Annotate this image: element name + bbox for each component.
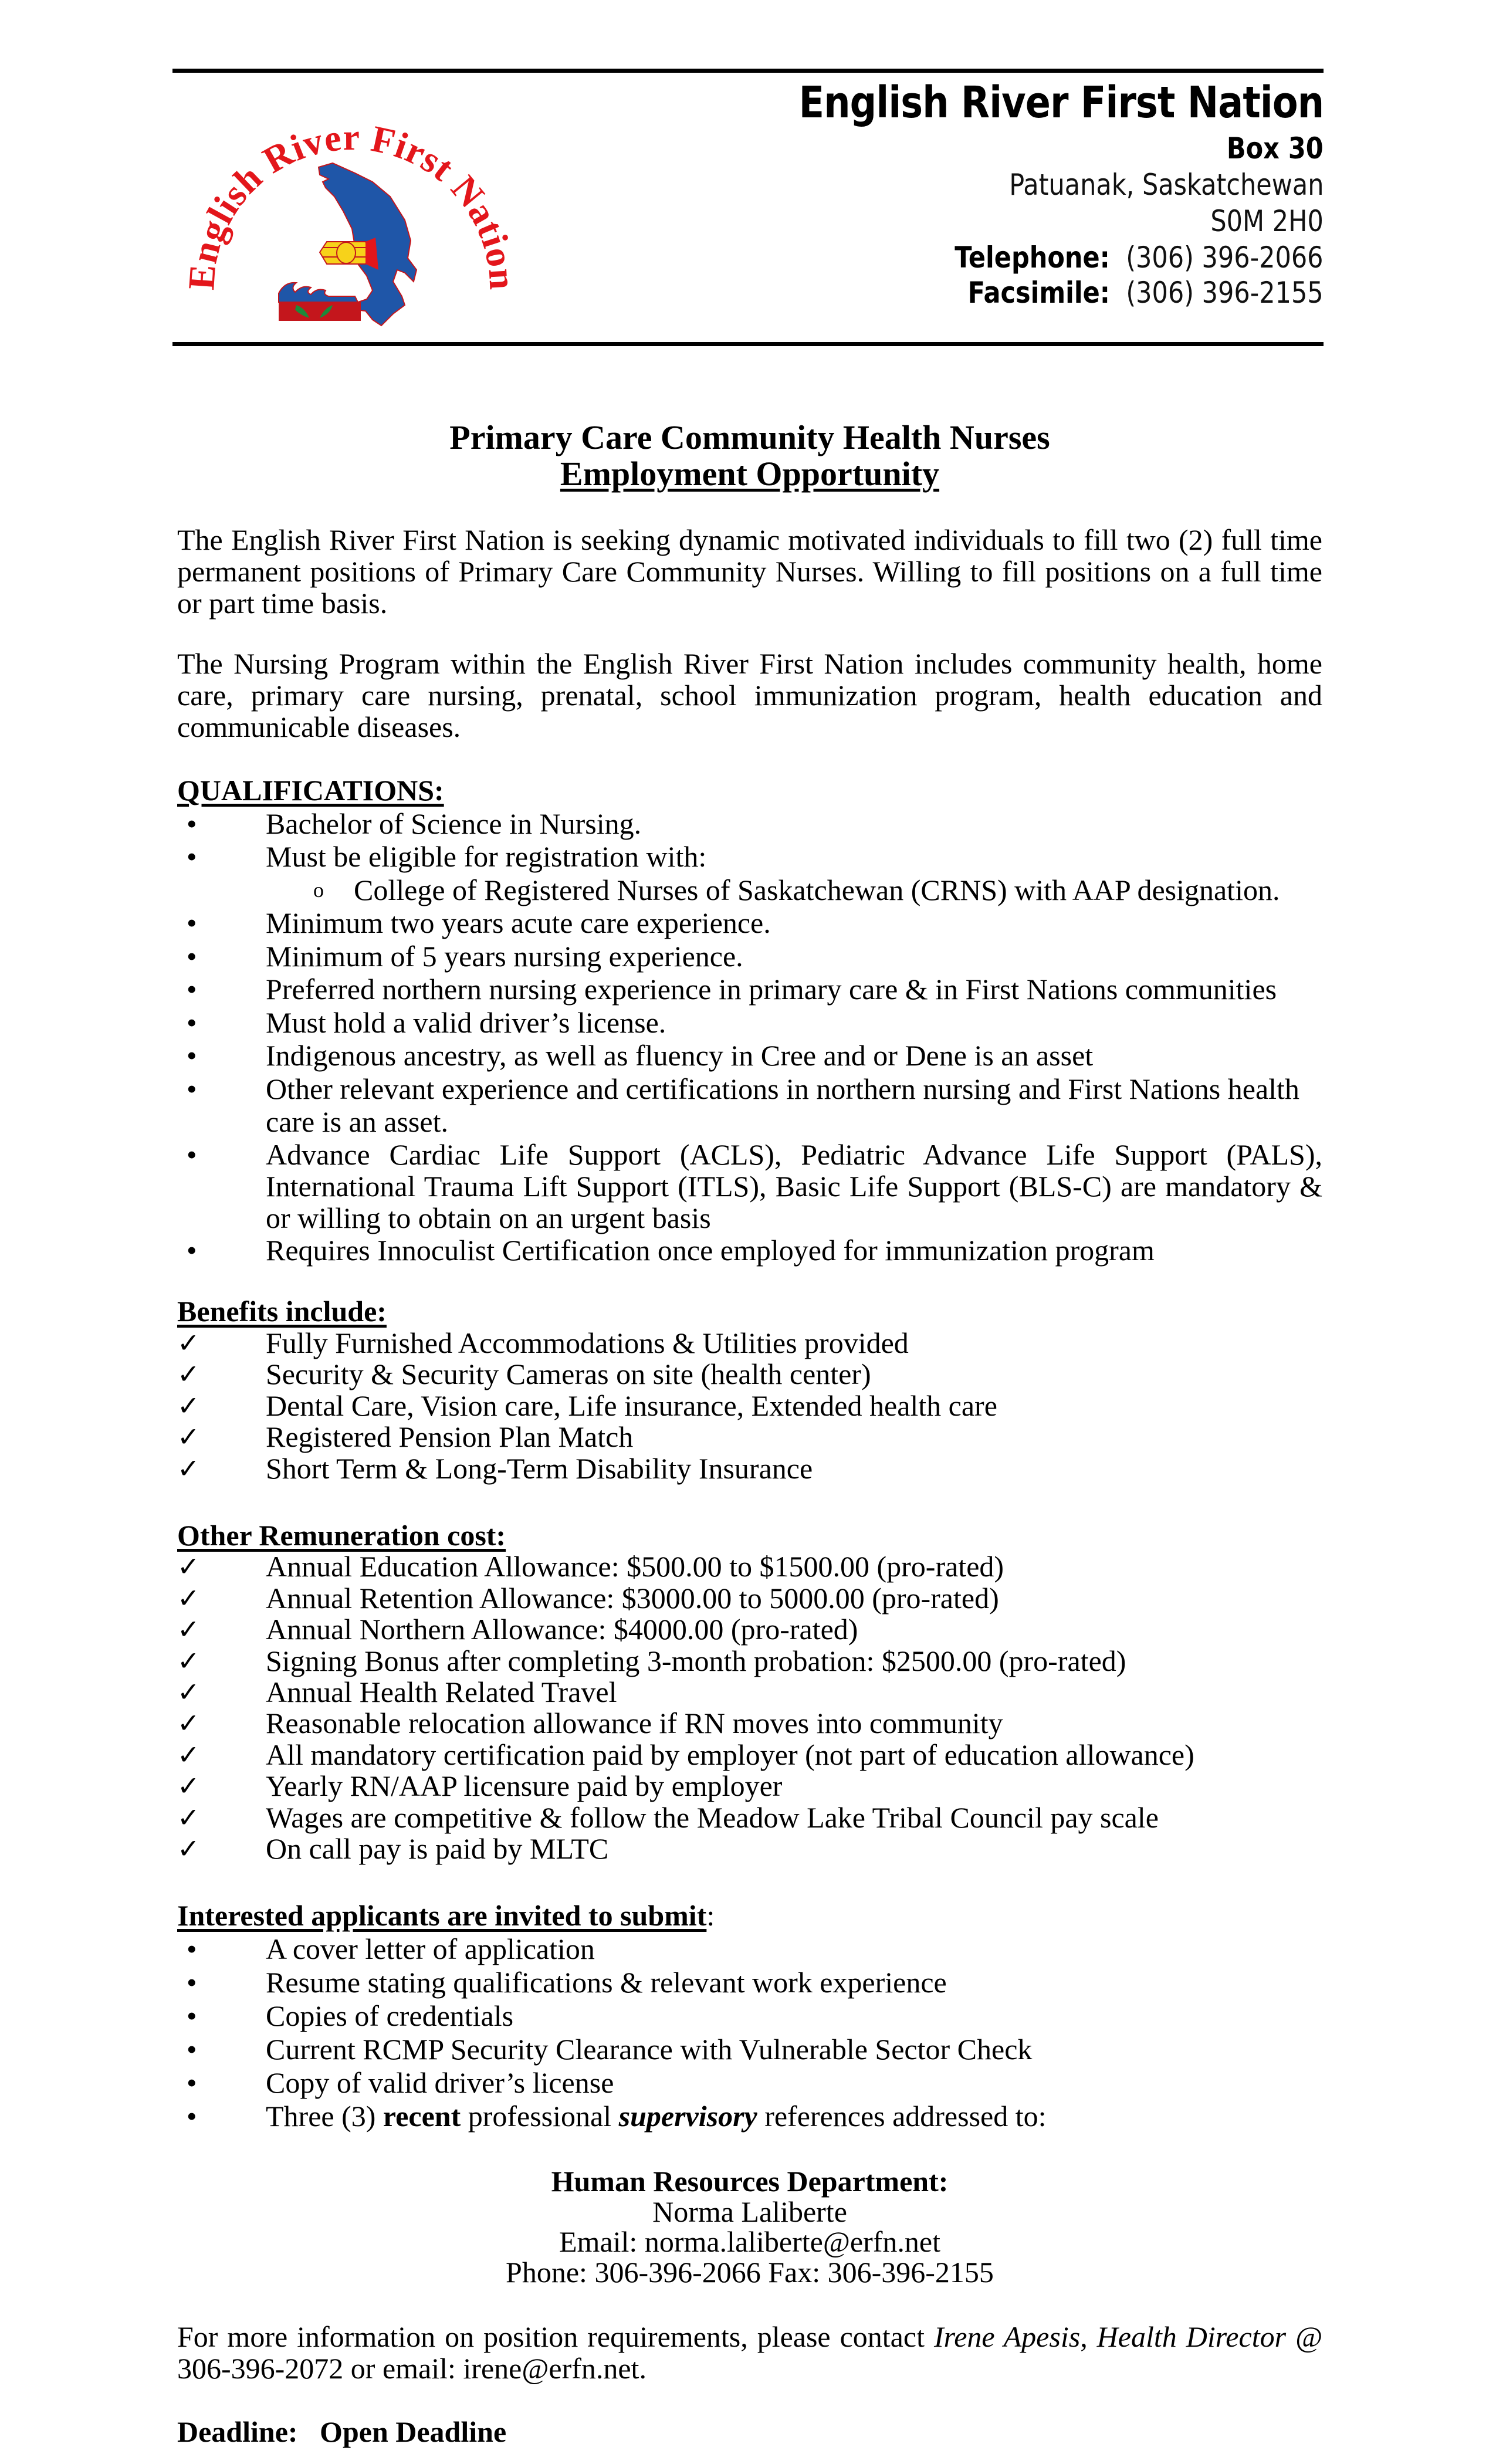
check-icon: ✓ bbox=[177, 1390, 200, 1421]
bullet-icon: • bbox=[187, 1966, 197, 1999]
org-box: Box 30 bbox=[1227, 131, 1324, 165]
check-icon: ✓ bbox=[177, 1739, 200, 1770]
telephone-label: Telephone: bbox=[955, 241, 1111, 275]
logo-arc-text: English River First Nation bbox=[180, 116, 524, 292]
remuneration-item: ✓ Reasonable relocation allowance if RN moves into community bbox=[177, 1707, 1003, 1740]
submission-item: • Three (3) recent professional supervisory references addressed to: bbox=[187, 2100, 1047, 2133]
submission-item: • A cover letter of application bbox=[187, 1932, 595, 1965]
bullet-icon: • bbox=[187, 2066, 197, 2099]
deadline-label: Deadline: bbox=[177, 2415, 298, 2448]
remuneration-item: ✓ Signing Bonus after completing 3-month probation: $2500.00 (pro-rated) bbox=[177, 1644, 1126, 1677]
org-city: Patuanak, Saskatchewan bbox=[1008, 168, 1324, 202]
check-icon: ✓ bbox=[177, 1834, 200, 1864]
intro-paragraph-2: The Nursing Program within the English River First Nation includes community health, home care, primary care nursing, prenatal, school immunization program, health education and communicable diseases. bbox=[177, 647, 1322, 743]
org-name: English River First Nation bbox=[798, 77, 1324, 128]
remuneration-item: ✓ Wages are competitive & follow the Meadow Lake Tribal Council pay scale bbox=[177, 1800, 1159, 1834]
intro-paragraph-1: The English River First Nation is seeking dynamic motivated individuals to fill two (2) full time permanent positions of Primary Care Community Nurses. Willing to fill positions on a full time or part time basis. bbox=[177, 523, 1322, 620]
sub-bullet-icon: o bbox=[313, 878, 324, 902]
bullet-icon: • bbox=[187, 2033, 197, 2066]
bullet-icon: • bbox=[187, 1006, 197, 1039]
facsimile-label: Facsimile: bbox=[967, 276, 1111, 310]
hr-contact bbox=[177, 2167, 1322, 2287]
header-bottom-rule bbox=[172, 342, 1324, 346]
check-icon: ✓ bbox=[177, 1615, 200, 1645]
qualification-item: • Indigenous ancestry, as well as fluency in Cree and or Dene is an asset bbox=[187, 1039, 1094, 1072]
submission-item: • Current RCMP Security Clearance with Vulnerable Sector Check bbox=[187, 2033, 1033, 2066]
remuneration-section bbox=[177, 1520, 1322, 1864]
bullet-icon: • bbox=[187, 1039, 197, 1072]
remuneration-item: ✓ All mandatory certification paid by employer (not part of education allowance) bbox=[177, 1738, 1194, 1771]
benefit-item: ✓ Short Term & Long-Term Disability Insurance bbox=[177, 1451, 813, 1485]
remuneration-item: ✓ On call pay is paid by MLTC bbox=[177, 1832, 609, 1866]
bullet-icon: • bbox=[187, 1138, 197, 1171]
bullet-icon: • bbox=[187, 840, 197, 873]
logo-sun-emblem bbox=[320, 238, 378, 270]
check-icon: ✓ bbox=[177, 1646, 200, 1676]
deadline bbox=[177, 2416, 1322, 2448]
qualification-item: • Other relevant experience and certifications in northern nursing and First Nations health care is an asset. bbox=[187, 1072, 1299, 1138]
hr-phone: Phone: 306-396-2066 Fax: 306-396-2155 bbox=[506, 2255, 994, 2289]
hr-name: Norma Laliberte bbox=[652, 2195, 847, 2228]
check-icon: ✓ bbox=[177, 1422, 200, 1453]
check-icon: ✓ bbox=[177, 1677, 200, 1708]
qualification-item: • Must be eligible for registration with: bbox=[187, 840, 707, 873]
check-icon: ✓ bbox=[177, 1802, 200, 1833]
remuneration-heading: Other Remuneration cost: bbox=[177, 1519, 506, 1552]
remuneration-item: ✓ Annual Education Allowance: $500.00 to $1500.00 (pro-rated) bbox=[177, 1550, 1004, 1583]
health-director-name: Irene Apesis bbox=[933, 2320, 1081, 2353]
check-icon: ✓ bbox=[177, 1453, 200, 1484]
benefits-heading: Benefits include: bbox=[177, 1295, 387, 1328]
facsimile-number: (306) 396-2155 bbox=[1126, 276, 1324, 310]
job-title-line2: Employment Opportunity bbox=[560, 455, 940, 493]
submission-item: • Resume stating qualifications & relevant work experience bbox=[187, 1966, 947, 1999]
submission-item: • Copy of valid driver’s license bbox=[187, 2066, 614, 2099]
org-telephone bbox=[955, 241, 1324, 275]
erfn-logo bbox=[179, 94, 525, 334]
benefit-item: ✓ Security & Security Cameras on site (health center) bbox=[177, 1358, 871, 1391]
more-info-paragraph: For more information on position requirements, please contact Irene Apesis, Health Director @ 306-396-2072 or email: irene@erfn.net. bbox=[177, 2320, 1323, 2385]
bullet-icon: • bbox=[187, 807, 197, 840]
remuneration-item: ✓ Annual Retention Allowance: $3000.00 to 5000.00 (pro-rated) bbox=[177, 1581, 999, 1615]
check-icon: ✓ bbox=[177, 1328, 200, 1358]
check-icon: ✓ bbox=[177, 1771, 200, 1802]
qualification-item: • Preferred northern nursing experience in primary care & in First Nations communities bbox=[187, 973, 1277, 1006]
qualification-item: • Bachelor of Science in Nursing. bbox=[187, 807, 642, 840]
qualification-item: • Advance Cardiac Life Support (ACLS), Pediatric Advance Life Support (PALS), International Trauma Lift Support (ITLS), Basic Life Support (BLS-C) are mandatory & or willing to obtain on an urgent basis bbox=[187, 1138, 1322, 1234]
remuneration-item: ✓ Annual Northern Allowance: $4000.00 (pro-rated) bbox=[177, 1613, 858, 1646]
job-title-line1: Primary Care Community Health Nurses bbox=[449, 418, 1050, 456]
qualification-item: • Minimum of 5 years nursing experience. bbox=[187, 939, 743, 973]
hr-department: Human Resources Department: bbox=[551, 2165, 949, 2198]
check-icon: ✓ bbox=[177, 1708, 200, 1739]
org-facsimile bbox=[967, 276, 1324, 310]
qualification-item: • Requires Innoculist Certification once employed for immunization program bbox=[187, 1233, 1155, 1267]
submission-heading: Interested applicants are invited to submit bbox=[177, 1899, 707, 1932]
qualification-item: • Minimum two years acute care experience. bbox=[187, 906, 771, 939]
header-top-rule bbox=[172, 69, 1324, 73]
remuneration-item: ✓ Yearly RN/AAP licensure paid by employer bbox=[177, 1769, 783, 1803]
benefit-item: ✓ Dental Care, Vision care, Life insurance, Extended health care bbox=[177, 1389, 997, 1422]
logo-base bbox=[279, 302, 361, 321]
check-icon: ✓ bbox=[177, 1583, 200, 1613]
bullet-icon: • bbox=[187, 906, 197, 939]
qualifications-section bbox=[177, 774, 1322, 1267]
bullet-icon: • bbox=[187, 2100, 197, 2133]
benefit-item: ✓ Registered Pension Plan Match bbox=[177, 1420, 634, 1454]
bullet-icon: • bbox=[187, 973, 197, 1006]
bullet-icon: • bbox=[187, 1999, 197, 2032]
bullet-icon: • bbox=[187, 1932, 197, 1965]
submission-section: Interested applicants are invited to submit: • A cover letter of application • Resume stating qualifications & relevant work experience • Copies of credentials • Current RCMP Security Clearance with Vulnerable Sector Check • Copy of valid driver’s license • Three (3) recent professional supervisory references addressed to: bbox=[177, 1899, 1322, 2133]
remuneration-item: ✓ Annual Health Related Travel bbox=[177, 1676, 617, 1709]
logo-waves bbox=[279, 283, 358, 302]
qualifications-heading: QUALIFICATIONS: bbox=[177, 774, 444, 807]
submission-item: • Copies of credentials bbox=[187, 1999, 514, 2032]
benefit-item: ✓ Fully Furnished Accommodations & Utilities provided bbox=[177, 1326, 909, 1359]
check-icon: ✓ bbox=[177, 1552, 200, 1582]
bullet-icon: • bbox=[187, 1233, 197, 1267]
telephone-number: (306) 396-2066 bbox=[1126, 241, 1324, 275]
bullet-icon: • bbox=[187, 1072, 197, 1105]
benefits-section bbox=[177, 1296, 1322, 1485]
job-title bbox=[177, 419, 1322, 492]
hr-email[interactable]: Email: norma.laliberte@erfn.net bbox=[559, 2225, 940, 2258]
deadline-value: Open Deadline bbox=[320, 2415, 507, 2448]
org-postal-code: S0M 2H0 bbox=[1210, 204, 1324, 238]
check-icon: ✓ bbox=[177, 1359, 200, 1390]
health-director-title: Health Director @ bbox=[1096, 2320, 1323, 2353]
bullet-icon: • bbox=[187, 939, 197, 973]
qualification-item: • Must hold a valid driver’s license. bbox=[187, 1006, 666, 1039]
qualification-sub-item: o College of Registered Nurses of Saskatchewan (CRNS) with AAP designation. bbox=[313, 873, 1280, 906]
